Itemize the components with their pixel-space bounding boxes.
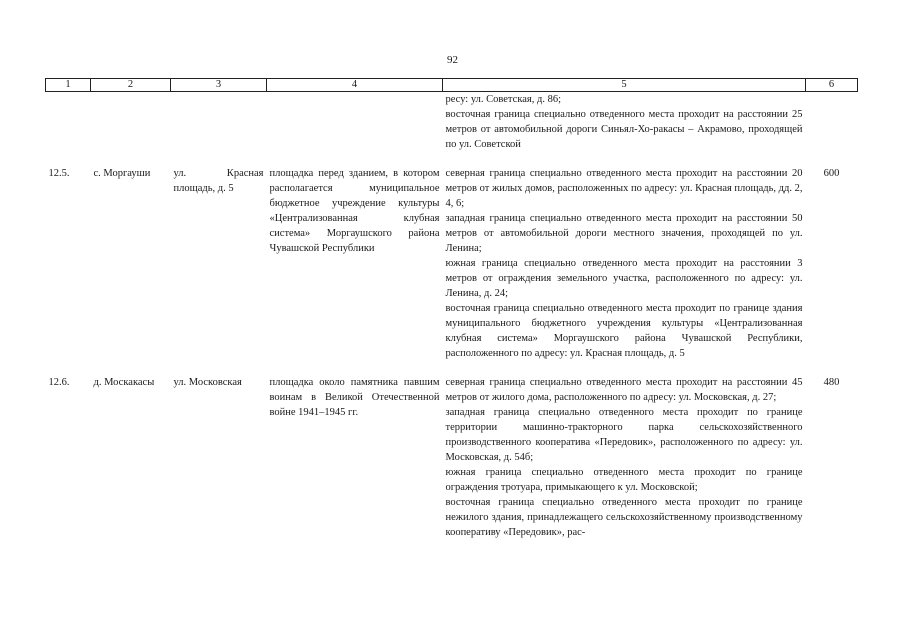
boundaries-cell	[443, 92, 806, 153]
boundary-text: восточная граница специально отведенного места проходит на расстоянии 25 метров от автомобильной дороги Синьял-Хо-ракасы – Акрамово, проходящей по ул. Советской	[445, 109, 803, 150]
column-header: 4	[267, 79, 443, 92]
boundary-text: восточная граница специально отведенного места проходит по границе здания муниципального бюджетного учреждения культуры «Централизованная клубная система» Моргаушского района Чувашской Республики, расположенного по адресу: ул. Красная площадь, д. 5	[445, 303, 803, 359]
boundary-text: южная граница специально отведенного места проходит по границе ограждения тротуара, примыкающего к ул. Московской;	[445, 467, 803, 493]
boundary-text: западная граница специально отведенного места проходит по границе территории машинно-тракторного парка сельскохозяйственного производственного кооператива «Передовик», расположенного по адресу: ул. Московская, д. 54б;	[445, 407, 803, 463]
continuation-row	[46, 92, 858, 153]
boundary-text: западная граница специально отведенного места проходит на расстоянии 50 метров от автомобильной дороги местного значения, проходящей по ул. Ленина;	[445, 213, 803, 254]
table-row	[46, 375, 858, 540]
limit-cell: 480	[823, 377, 840, 388]
column-header: 3	[171, 79, 267, 92]
boundary-text: восточная граница специально отведенного места проходит по границе нежилого здания, принадлежащего сельскохозяйственному производственному кооперативу «Передовик», рас-	[445, 497, 803, 538]
address-cell: ул. Московская	[173, 377, 242, 388]
settlement-cell: с. Моргауши	[93, 168, 151, 179]
boundary-text: южная граница специально отведенного места проходит на расстоянии 3 метров от ограждения земельного участка, расположенного по адресу: ул. Ленина, д. 24;	[445, 258, 803, 299]
address-cell: ул. Красная площадь, д. 5	[173, 168, 264, 194]
boundary-text: ресу: ул. Советская, д. 86;	[445, 94, 562, 105]
places-table	[45, 78, 858, 540]
column-header: 2	[91, 79, 171, 92]
boundaries-cell	[443, 375, 806, 540]
boundary-text: северная граница специально отведенного места проходит на расстоянии 20 метров от жилых домов, расположенных по адресу: ул. Красная площадь, дд. 2, 4, 6;	[445, 168, 803, 209]
table-row	[46, 166, 858, 361]
boundary-text: северная граница специально отведенного места проходит на расстоянии 45 метров от жилого дома, расположенного по адресу: ул. Московская, д. 27;	[445, 377, 803, 403]
row-number: 12.5.	[48, 168, 70, 179]
column-number-row	[46, 79, 858, 92]
column-header: 6	[806, 79, 858, 92]
boundaries-cell	[443, 166, 806, 361]
row-number: 12.6.	[48, 377, 70, 388]
column-header: 5	[443, 79, 806, 92]
place-cell: площадка перед зданием, в котором располагается муниципальное бюджетное учреждение культуры «Централизованная клубная система» Моргаушского района Чувашской Республики	[269, 168, 440, 254]
settlement-cell: д. Москакасы	[93, 377, 155, 388]
column-header: 1	[46, 79, 91, 92]
place-cell: площадка около памятника павшим воинам в Великой Отечественной войне 1941–1945 гг.	[269, 377, 440, 418]
page-number: 92	[447, 54, 458, 66]
limit-cell: 600	[823, 168, 840, 179]
